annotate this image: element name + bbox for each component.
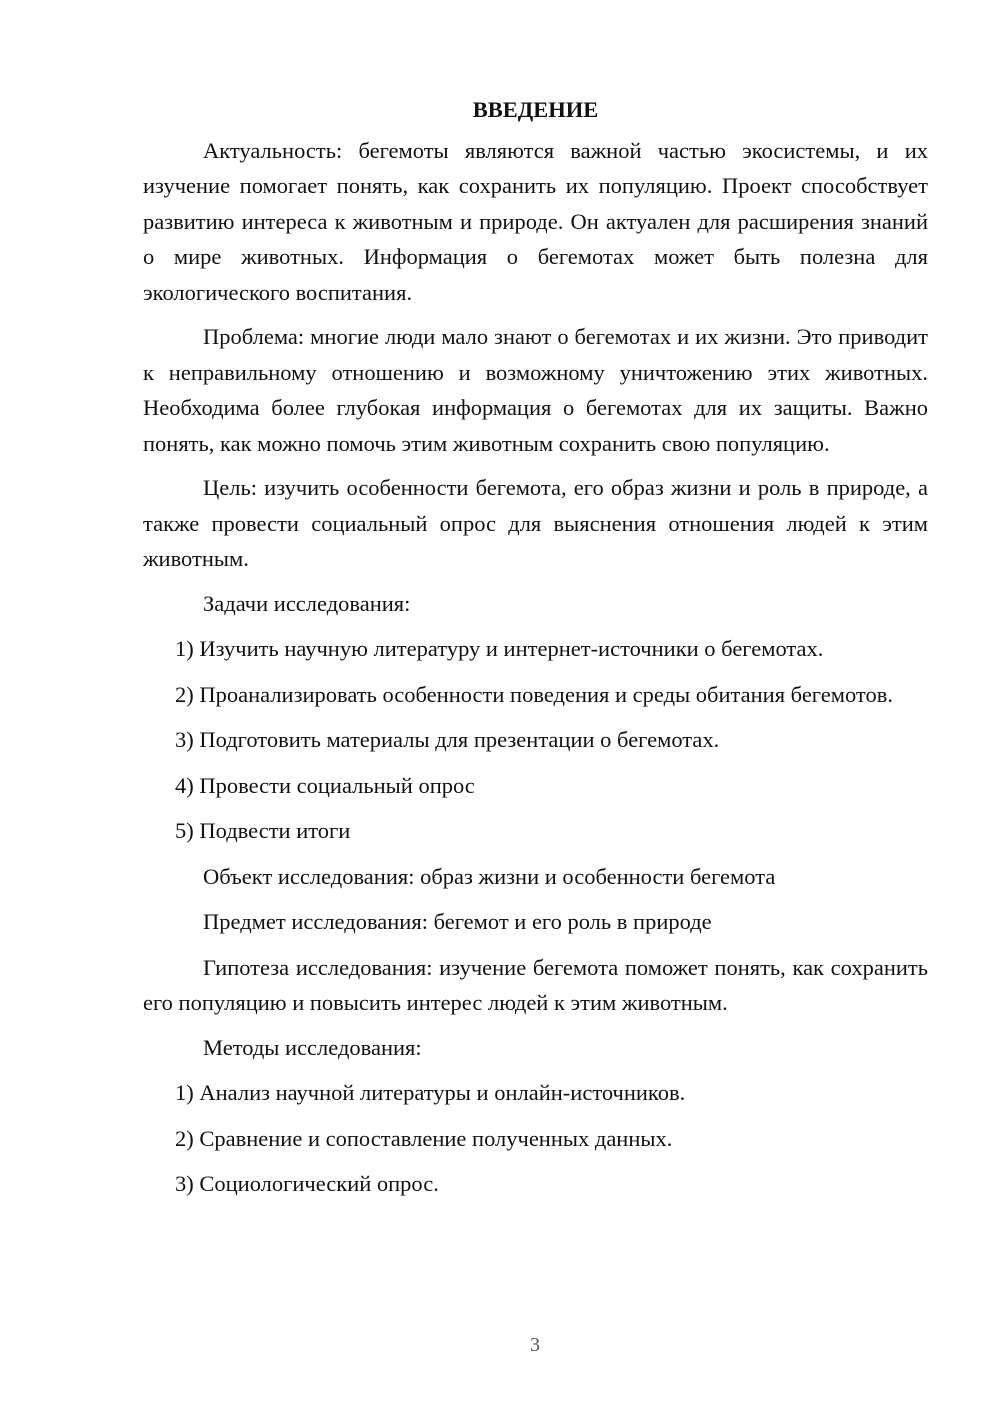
methods-heading: Методы исследования: bbox=[203, 1034, 422, 1060]
page-number: 3 bbox=[530, 1334, 540, 1356]
task-item: 5) Подвести итоги bbox=[175, 818, 351, 843]
goal-paragraph: Цель: изучить особенности бегемота, его образ жизни и роль в природе, а также провести социальный опрос для выяснения отношения людей к этим животным. bbox=[143, 475, 928, 571]
task-item: 1) Изучить научную литературу и интернет-источники о бегемотах. bbox=[175, 636, 824, 661]
research-hypothesis: Гипотеза исследования: изучение бегемота поможет понять, как сохранить его популяцию и повысить интерес людей к этим животным. bbox=[143, 954, 928, 1015]
tasks-list bbox=[143, 631, 928, 849]
section-title: ВВЕДЕНИЕ bbox=[472, 97, 599, 122]
method-item: 1) Анализ научной литературы и онлайн-источников. bbox=[175, 1080, 686, 1105]
method-item: 2) Сравнение и сопоставление полученных данных. bbox=[175, 1125, 673, 1151]
problem-paragraph: Проблема: многие люди мало знают о бегемотах и их жизни. Это приводит к неправильному отношению и возможному уничтожению этих животных. Необходима более глубокая информация о бегемотах для их защиты. Важно понять, как можно помочь этим животным сохранить свою популяцию. bbox=[143, 324, 928, 456]
task-item: 3) Подготовить материалы для презентации о бегемотах. bbox=[175, 727, 720, 752]
methods-list bbox=[143, 1075, 928, 1202]
method-item: 3) Социологический опрос. bbox=[175, 1171, 439, 1196]
relevance-paragraph: Актуальность: бегемоты являются важной частью экосистемы, и их изучение помогает понять, как сохранить их популяцию. Проект способствует развитию интереса к животным и природе. Он актуален для расширения знаний о мире животных. Информация о бегемотах может быть полезна для экологического воспитания. bbox=[143, 137, 928, 305]
task-item: 4) Провести социальный опрос bbox=[175, 772, 475, 798]
tasks-heading: Задачи исследования: bbox=[203, 590, 411, 616]
research-subject: Предмет исследования: бегемот и его роль в природе bbox=[203, 909, 712, 934]
task-item: 2) Проанализировать особенности поведения и среды обитания бегемотов. bbox=[175, 681, 893, 707]
document-page bbox=[143, 92, 928, 1212]
research-object: Объект исследования: образ жизни и особенности бегемота bbox=[203, 863, 776, 889]
